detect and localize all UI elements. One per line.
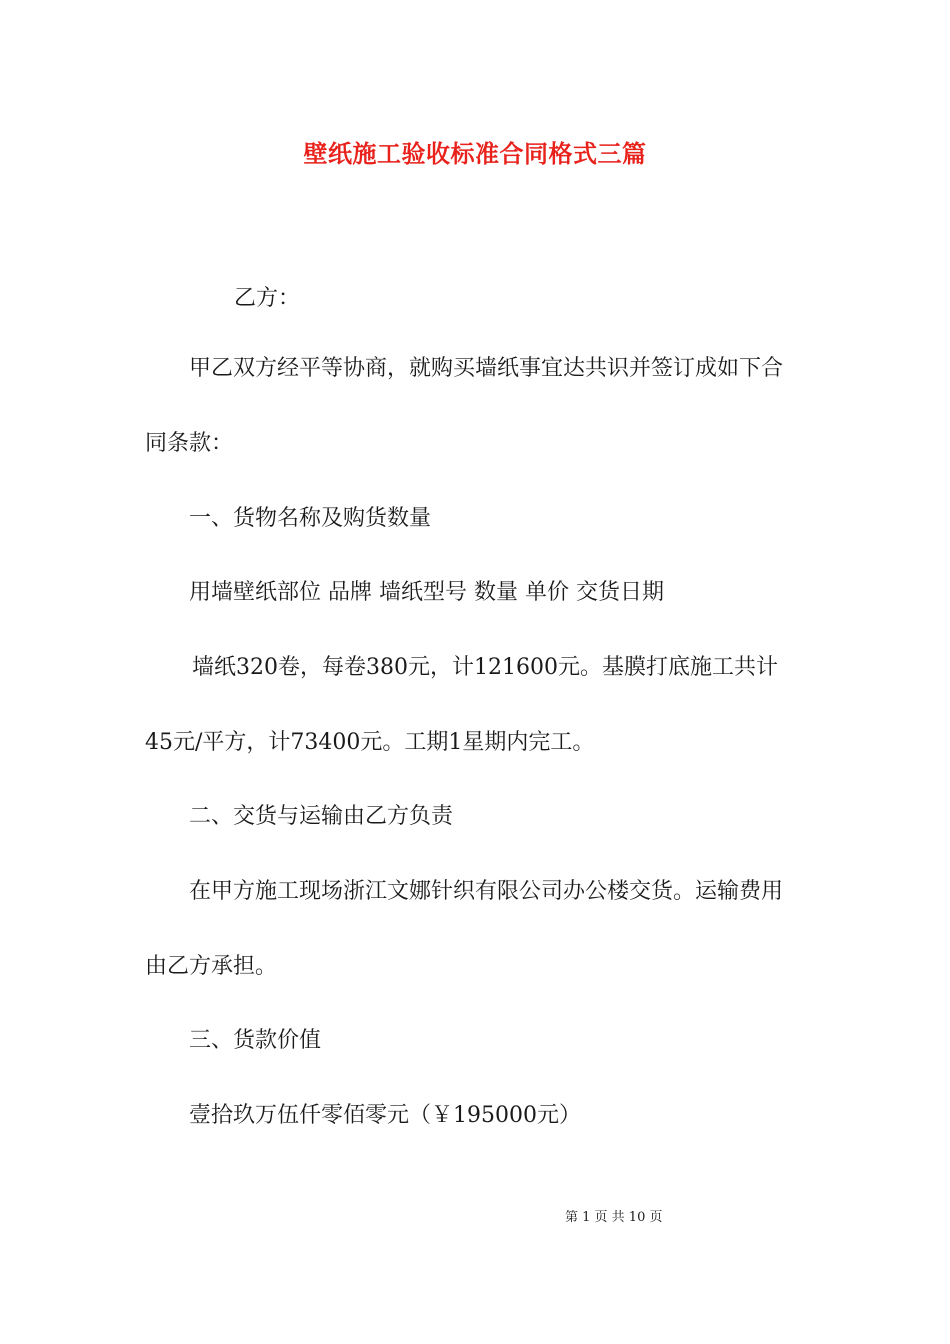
delivery-paragraph-line-2: 由乙方承担。 xyxy=(145,954,278,979)
goods-table-header: 用墙壁纸部位 品牌 墙纸型号 数量 单价 交货日期 xyxy=(189,580,664,605)
section-1-heading: 一、货物名称及购货数量 xyxy=(189,506,432,531)
document-title: 壁纸施工验收标准合同格式三篇 xyxy=(303,139,647,168)
party-b-label: 乙方： xyxy=(234,286,301,311)
delivery-paragraph-line-1: 在甲方施工现场浙江文娜针织有限公司办公楼交货。运输费用 xyxy=(189,879,784,904)
intro-paragraph-line-2: 同条款： xyxy=(145,431,234,456)
intro-paragraph-line-1: 甲乙双方经平等协商，就购买墙纸事宜达共识并签订成如下合 xyxy=(189,356,784,381)
goods-detail-line-2: 45元/平方，计73400元。工期1星期内完工。 xyxy=(145,730,595,755)
payment-amount: 壹拾玖万伍仟零佰零元（￥195000元） xyxy=(189,1103,581,1128)
page-indicator: 第 1 页 共 10 页 xyxy=(565,1210,663,1225)
goods-detail-line-1: 墙纸320卷，每卷380元，计121600元。基膜打底施工共计 xyxy=(192,655,778,680)
section-2-heading: 二、交货与运输由乙方负责 xyxy=(189,804,454,829)
section-3-heading: 三、货款价值 xyxy=(189,1028,322,1053)
